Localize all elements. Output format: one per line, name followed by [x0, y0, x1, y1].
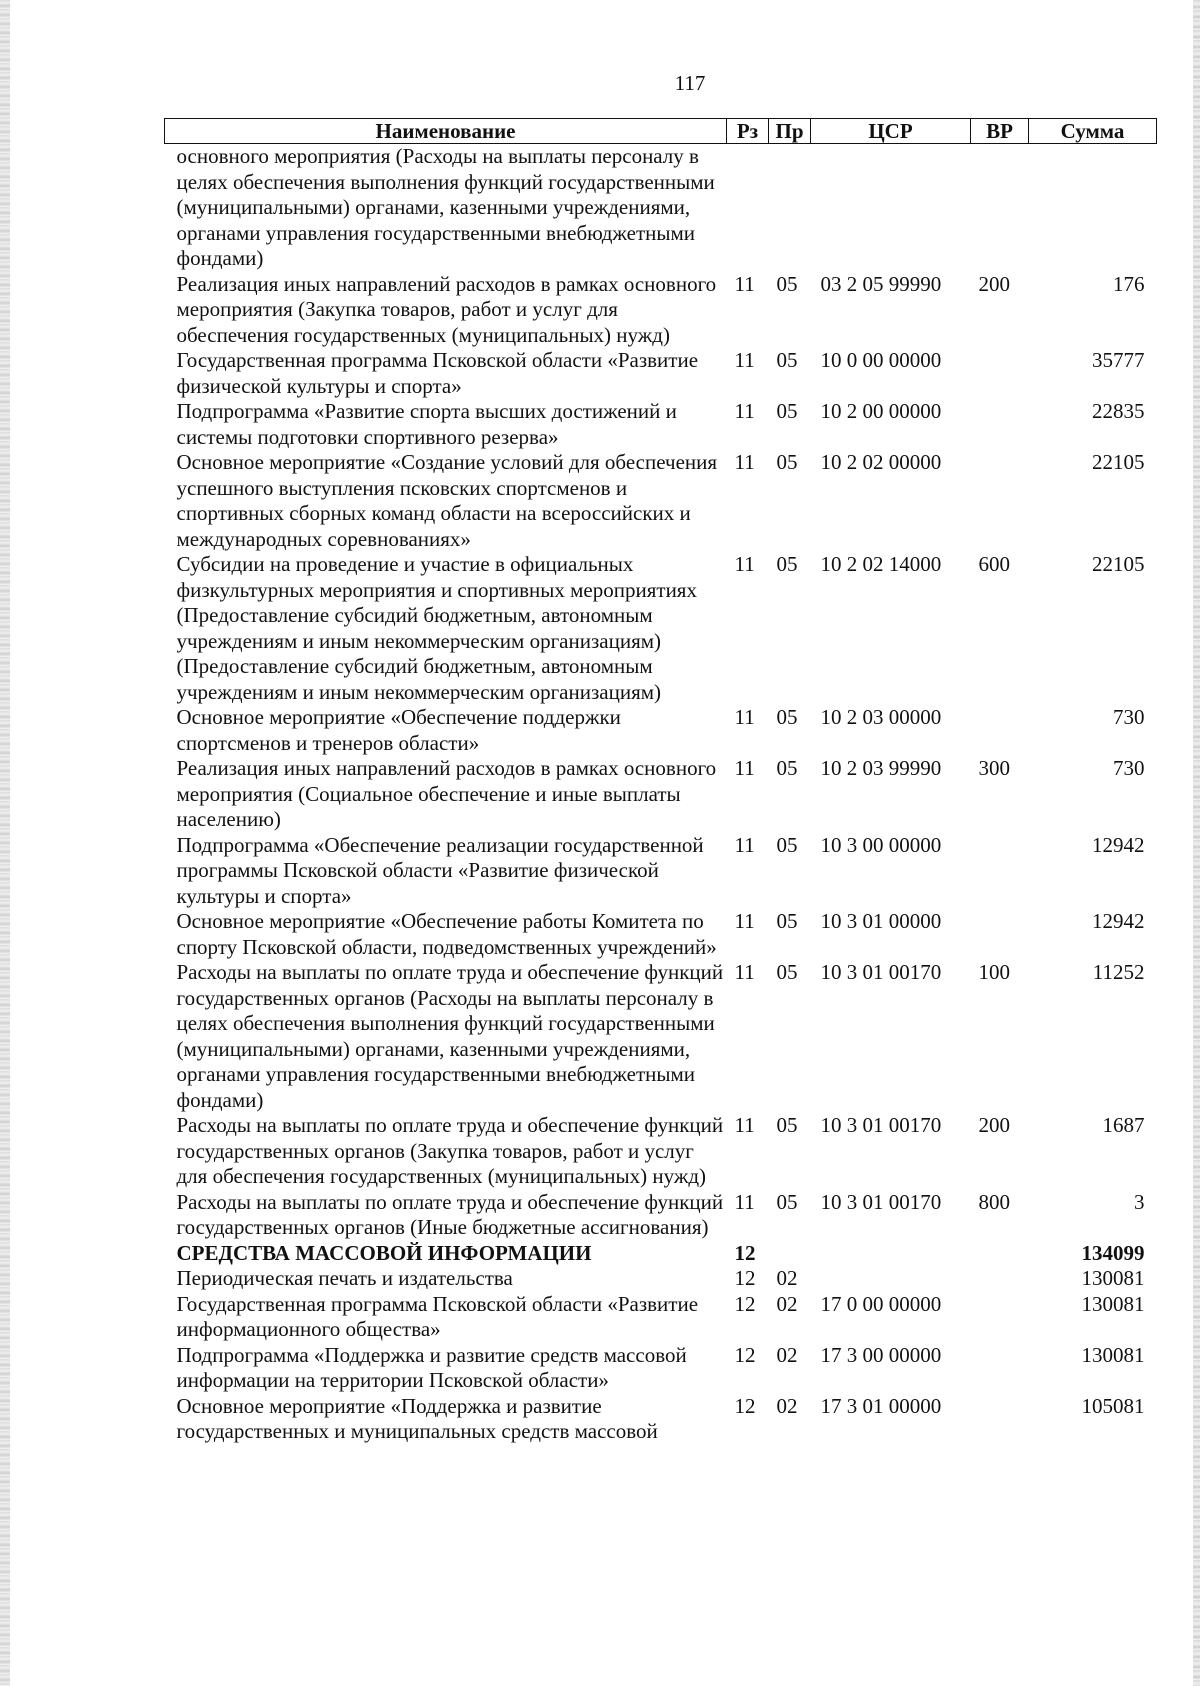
header-csr: ЦСР	[811, 119, 971, 144]
header-pr: Пр	[769, 119, 811, 144]
row-vr	[971, 450, 1029, 552]
row-vr: 100	[978, 960, 1010, 984]
row-vr	[971, 399, 1029, 450]
row-name: Реализация иных направлений расходов в рамках основного мероприятия (Социальное обеспечение и иные выплаты населению)	[176, 756, 717, 831]
row-pr: 05	[776, 1113, 798, 1137]
row-pr	[769, 1241, 811, 1267]
row-pr: 02	[776, 1342, 798, 1367]
table-row	[165, 1241, 1157, 1267]
row-name: Государственная программа Псковской области «Развитие физической культуры и спорта»	[176, 348, 699, 398]
table-row	[165, 756, 1157, 833]
row-csr: 10 2 02 14000	[820, 552, 942, 576]
row-rz: 11	[734, 399, 755, 423]
table-row	[165, 552, 1157, 705]
table-header	[165, 119, 1157, 144]
row-pr: 05	[776, 450, 798, 474]
row-rz: 11	[734, 756, 755, 780]
row-vr: 200	[978, 1113, 1010, 1137]
row-sum: 176	[1113, 271, 1145, 296]
row-rz: 12	[734, 1291, 756, 1316]
row-csr	[811, 1266, 971, 1292]
row-rz: 12	[734, 1342, 756, 1367]
row-sum: 730	[1113, 705, 1145, 729]
table-row	[165, 1266, 1157, 1292]
row-sum: 22105	[1092, 450, 1145, 474]
row-sum: 22105	[1092, 552, 1145, 576]
row-name: СРЕДСТВА МАССОВОЙ ИНФОРМАЦИИ	[176, 1240, 592, 1265]
row-rz: 12	[734, 1393, 756, 1418]
row-pr	[769, 144, 811, 272]
row-csr: 17 3 00 00000	[820, 1342, 942, 1367]
row-name: Подпрограмма «Поддержка и развитие средств массовой информации на территории Псковской области»	[176, 1342, 687, 1392]
row-name: Реализация иных направлений расходов в рамках основного мероприятия (Закупка товаров, работ и услуг для обеспечения государственных (муниципальных) нужд)	[176, 271, 717, 347]
row-pr: 05	[776, 832, 798, 857]
row-name: Расходы на выплаты по оплате труда и обеспечение функций государственных органов (Закупка товаров, работ и услуг для обеспечения государственных (муниципальных) нужд)	[176, 1113, 724, 1188]
table-row	[165, 1292, 1157, 1343]
table-row	[165, 1190, 1157, 1241]
row-vr	[971, 348, 1029, 399]
row-rz: 11	[734, 960, 755, 984]
row-vr	[971, 833, 1029, 910]
row-pr: 05	[776, 705, 798, 729]
table-row	[165, 399, 1157, 450]
row-sum: 35777	[1092, 348, 1145, 372]
table-row	[165, 450, 1157, 552]
row-vr	[971, 909, 1029, 960]
page-number: 117	[674, 71, 706, 95]
row-rz: 11	[734, 450, 755, 474]
row-csr: 10 3 01 00170	[820, 1113, 942, 1137]
row-name: Основное мероприятие «Обеспечение поддержки спортсменов и тренеров области»	[176, 705, 621, 755]
row-sum: 11252	[1092, 960, 1145, 984]
row-name: Расходы на выплаты по оплате труда и обеспечение функций государственных органов (Иные бюджетные ассигнования)	[176, 1189, 724, 1239]
row-sum: 12942	[1092, 909, 1145, 933]
header-sum: Сумма	[1029, 119, 1157, 144]
row-vr	[971, 1292, 1029, 1343]
row-sum: 3	[1134, 1189, 1145, 1214]
row-rz: 11	[734, 348, 755, 372]
header-name: Наименование	[165, 119, 727, 144]
row-csr: 10 3 01 00170	[820, 960, 942, 984]
row-name: Основное мероприятие «Создание условий для обеспечения успешного выступления псковских спортсменов и спортивных сборных команд области на всероссийских и международных соревнованиях»	[176, 450, 718, 551]
row-csr: 10 0 00 00000	[820, 348, 942, 372]
row-csr	[811, 1241, 971, 1267]
row-vr	[971, 144, 1029, 272]
row-rz: 11	[734, 552, 755, 576]
row-pr: 02	[776, 1393, 798, 1418]
row-vr: 300	[978, 756, 1010, 780]
table-body	[165, 144, 1157, 1445]
row-name: Субсидии на проведение и участие в официальных физкультурных мероприятия и спортивных мероприятиях (Предоставление субсидий бюджетным, автономным учреждениям и иным некоммерческим организациям) (Предоставление субсидий бюджетным, автономным учреждениям и иным некоммерческим организациям)	[176, 552, 697, 704]
row-sum: 134099	[1081, 1240, 1145, 1265]
row-pr: 05	[776, 756, 798, 780]
row-csr	[811, 144, 971, 272]
row-name: Основное мероприятие «Обеспечение работы Комитета по спорту Псковской области, подведомственных учреждений»	[176, 909, 717, 959]
row-rz: 11	[734, 909, 755, 933]
row-sum: 22835	[1092, 399, 1145, 423]
row-csr: 17 0 00 00000	[820, 1291, 942, 1316]
row-csr: 10 2 03 00000	[820, 705, 942, 729]
row-vr	[971, 1266, 1029, 1292]
header-row	[165, 119, 1157, 144]
row-vr	[971, 1343, 1029, 1394]
row-sum: 130081	[1081, 1342, 1145, 1367]
header-vr: ВР	[971, 119, 1029, 144]
row-rz	[727, 144, 769, 272]
row-sum: 12942	[1092, 832, 1145, 857]
row-csr: 10 3 01 00000	[820, 909, 942, 933]
row-sum: 1687	[1102, 1113, 1145, 1137]
table-row	[165, 960, 1157, 1113]
row-vr	[971, 1241, 1029, 1267]
row-name: Периодическая печать и издательства	[176, 1266, 513, 1290]
scan-left-edge	[0, 0, 10, 1686]
row-vr: 600	[978, 552, 1010, 576]
table-row	[165, 1113, 1157, 1190]
row-pr: 05	[776, 399, 798, 423]
table-row	[165, 909, 1157, 960]
row-csr: 10 2 03 99990	[820, 756, 942, 780]
row-csr: 10 3 00 00000	[820, 832, 942, 857]
table-row	[165, 833, 1157, 910]
row-rz: 12	[734, 1240, 756, 1265]
row-name: Государственная программа Псковской области «Развитие информационного общества»	[176, 1291, 699, 1341]
row-name: Основное мероприятие «Поддержка и развитие государственных и муниципальных средств массовой	[176, 1393, 658, 1443]
row-sum: 730	[1113, 756, 1145, 780]
table-row	[165, 348, 1157, 399]
row-rz: 11	[734, 705, 755, 729]
row-name: основного мероприятия (Расходы на выплаты персоналу в целях обеспечения выполнения функций государственными (муниципальными) органами, казенными учреждениями, органами управления государственными внебюджетными фондами)	[176, 144, 715, 270]
row-pr: 05	[776, 960, 798, 984]
budget-table	[164, 118, 1157, 1445]
row-csr: 10 2 02 00000	[820, 450, 942, 474]
table-row	[165, 144, 1157, 272]
row-pr: 02	[776, 1291, 798, 1316]
row-name: Расходы на выплаты по оплате труда и обеспечение функций государственных органов (Расходы на выплаты персоналу в целях обеспечения выполнения функций государственными (муниципальными) органами, казенными учреждениями, органами управления государственными внебюджетными фондами)	[176, 960, 724, 1112]
header-rz: Рз	[727, 119, 769, 144]
table-row	[165, 705, 1157, 756]
row-pr: 05	[776, 552, 798, 576]
row-vr: 200	[978, 271, 1010, 296]
row-name: Подпрограмма «Развитие спорта высших достижений и системы подготовки спортивного резерва»	[176, 399, 677, 449]
row-name: Подпрограмма «Обеспечение реализации государственной программы Псковской области «Развитие физической культуры и спорта»	[176, 832, 704, 908]
row-sum	[1029, 144, 1157, 272]
row-csr: 10 2 00 00000	[820, 399, 942, 423]
scan-right-edge	[1193, 0, 1200, 1686]
row-rz: 11	[734, 1113, 755, 1137]
row-csr: 17 3 01 00000	[820, 1393, 942, 1418]
row-pr: 02	[776, 1266, 798, 1290]
table-row	[165, 1394, 1157, 1445]
row-pr: 05	[776, 271, 798, 296]
row-vr	[971, 705, 1029, 756]
row-vr	[971, 1394, 1029, 1445]
row-pr: 05	[776, 909, 798, 933]
row-sum: 130081	[1081, 1291, 1145, 1316]
row-sum: 130081	[1081, 1266, 1145, 1290]
row-pr: 05	[776, 348, 798, 372]
row-rz: 11	[734, 832, 755, 857]
row-pr: 05	[776, 1189, 798, 1214]
row-csr: 10 3 01 00170	[820, 1189, 942, 1214]
row-vr: 800	[978, 1189, 1010, 1214]
table-row	[165, 1343, 1157, 1394]
row-csr: 03 2 05 99990	[820, 271, 942, 296]
table-row	[165, 272, 1157, 349]
row-sum: 105081	[1081, 1393, 1145, 1418]
row-rz: 11	[734, 1189, 755, 1214]
row-rz: 11	[734, 271, 755, 296]
row-rz: 12	[734, 1266, 756, 1290]
